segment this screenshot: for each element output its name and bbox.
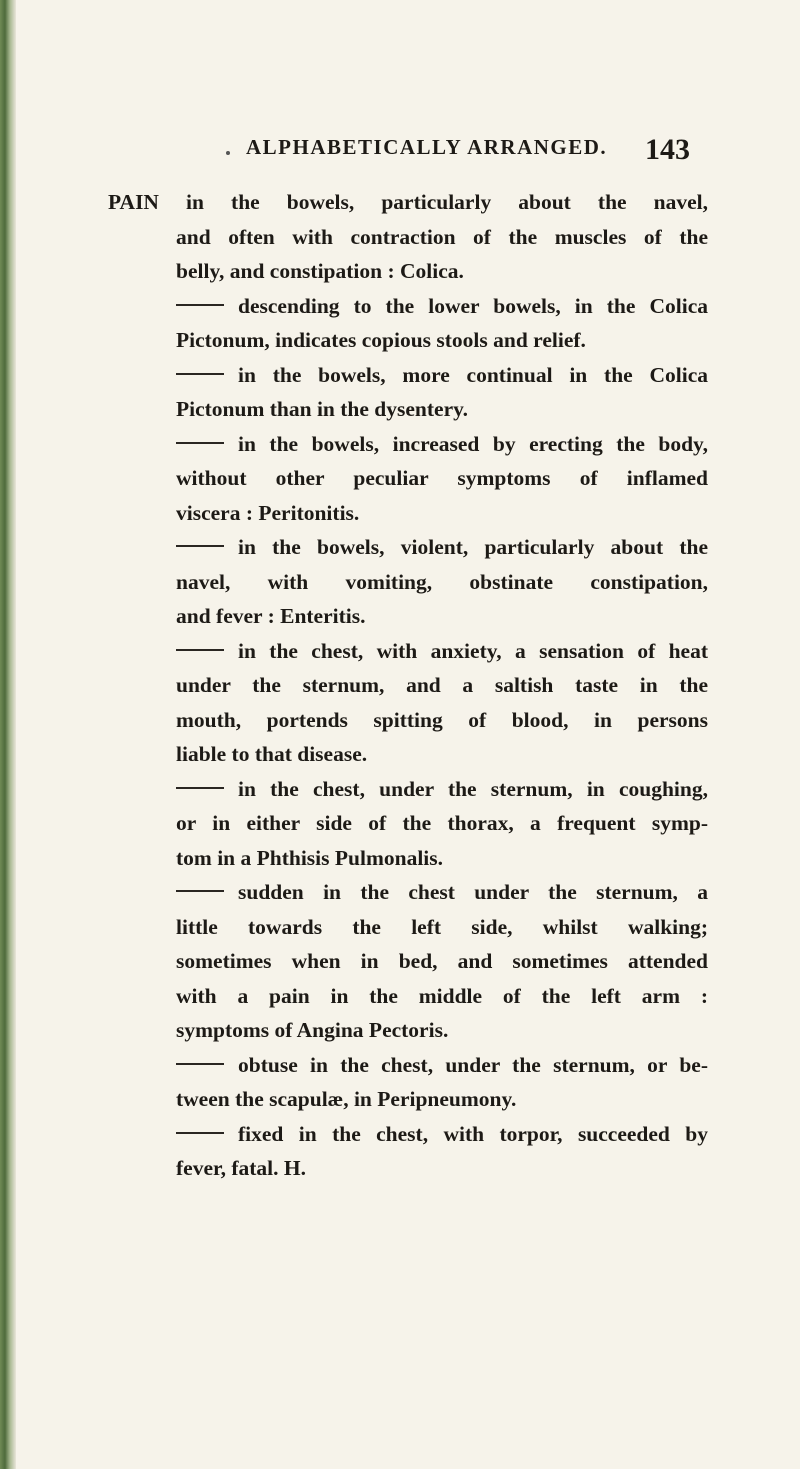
ditto-dash — [176, 787, 224, 789]
text-line-content: in the bowels, increased by erecting the body, — [238, 431, 708, 456]
text-line: fever, fatal. H. — [176, 1156, 306, 1180]
entry-phthisis — [108, 772, 708, 876]
text-line — [108, 634, 708, 669]
text-line-content: in the bowels, more continual in the Colica — [238, 362, 708, 387]
text-line — [108, 772, 708, 807]
page-header — [0, 133, 800, 173]
text-line-content: in the bowels, violent, particularly about the — [238, 535, 708, 559]
ditto-dash — [176, 373, 224, 375]
text-line-content: fixed in the chest, with torpor, succeeded by — [238, 1121, 708, 1146]
text-line: under the sternum, and a saltish taste in the — [176, 673, 708, 697]
text-line — [108, 427, 708, 462]
text-line — [108, 358, 708, 393]
text-line-content: sudden in the chest under the sternum, a — [238, 880, 708, 904]
entry-spitting-blood — [108, 634, 708, 772]
entry-pain-bowels — [108, 185, 708, 289]
running-title: ALPHABETICALLY ARRANGED. — [246, 135, 608, 159]
text-line-content: in the chest, with anxiety, a sensation of heat — [238, 638, 708, 663]
entry-descending — [108, 289, 708, 358]
ditto-dash — [176, 1063, 224, 1065]
text-line: little towards the left side, whilst walking; — [176, 914, 708, 939]
entry-peritonitis — [108, 427, 708, 531]
text-line: without other peculiar symptoms of inflamed — [176, 466, 708, 490]
ditto-dash — [176, 442, 224, 444]
text-line: Pictonum, indicates copious stools and relief. — [176, 328, 586, 352]
text-line — [108, 875, 708, 910]
text-line: mouth, portends spitting of blood, in persons — [176, 707, 708, 732]
text-line: viscera : Peritonitis. — [176, 500, 360, 525]
text-line: Pictonum than in the dysentery. — [176, 397, 469, 421]
text-line-content: in the chest, under the sternum, in coughing, — [238, 776, 708, 801]
ditto-dash — [176, 649, 224, 651]
text-line-content: obtuse in the chest, under the sternum, or be- — [238, 1052, 708, 1077]
text-line: liable to that disease. — [176, 742, 368, 766]
text-line: belly, and constipation : Colica. — [176, 259, 464, 283]
text-line — [108, 530, 708, 565]
text-line: tom in a Phthisis Pulmonalis. — [176, 845, 444, 870]
page-number: 143 — [645, 133, 690, 166]
page-body — [108, 185, 708, 1186]
header-ornament-dot — [226, 151, 230, 155]
text-line — [108, 1117, 708, 1152]
text-line: symptoms of Angina Pectoris. — [176, 1018, 449, 1042]
text-line — [108, 289, 708, 324]
text-line: and often with contraction of the muscles of the — [176, 224, 708, 249]
text-line — [108, 1048, 708, 1083]
text-line: tween the scapulæ, in Peripneumony. — [176, 1087, 517, 1111]
text-line: and fever : Enteritis. — [176, 604, 366, 628]
entry-angina-pectoris — [108, 875, 708, 1048]
entry-more-continual — [108, 358, 708, 427]
text-line-content: descending to the lower bowels, in the Colica — [238, 293, 708, 318]
text-line: navel, with vomiting, obstinate constipation, — [176, 569, 708, 594]
entry-fixed-chest — [108, 1117, 708, 1186]
ditto-dash — [176, 1132, 224, 1134]
entry-enteritis — [108, 530, 708, 634]
text-line: with a pain in the middle of the left arm : — [176, 983, 708, 1008]
entry-peripneumony — [108, 1048, 708, 1117]
text-line: PAIN in the bowels, particularly about the navel, — [108, 190, 708, 214]
text-line: or in either side of the thorax, a frequent symp- — [176, 811, 708, 835]
text-line: sometimes when in bed, and sometimes attended — [176, 949, 708, 973]
ditto-dash — [176, 545, 224, 547]
ditto-dash — [176, 304, 224, 306]
ditto-dash — [176, 890, 224, 892]
